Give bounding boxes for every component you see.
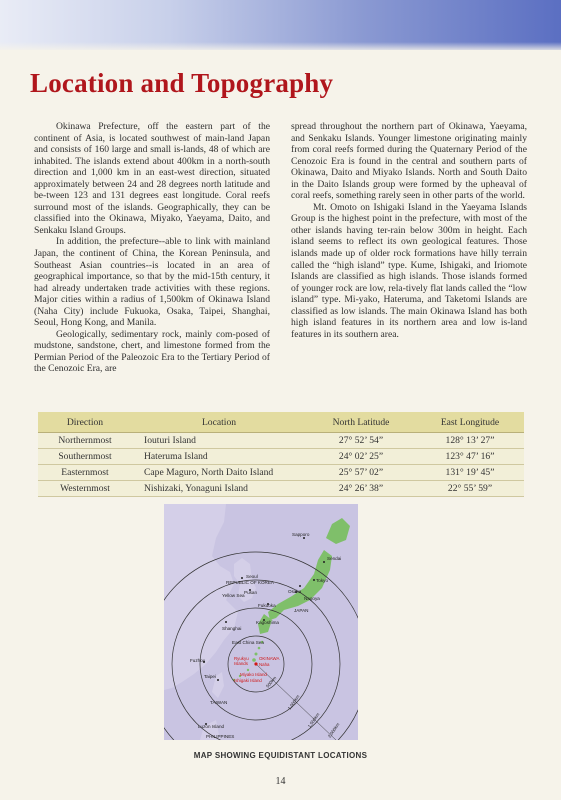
body-paragraph: spread throughout the northern part of Okinawa, Yaeyama, and Senkaku Islands. Younger limestone originating mainly from coral reefs formed during the Quaternary Period of the Cenozoic Era is found in the central and southern parts of Okinawa, Daito and Miyako Islands. North and South Daito in the Daito Islands group were formed by the upheaval of coral reefs, something rarely seen in other parts of the world. <box>291 121 527 202</box>
label-taipei: Taipei <box>204 674 217 679</box>
label-dist-1000: 1,000km <box>286 693 301 711</box>
column-header-north-latitude: North Latitude <box>306 412 416 433</box>
label-kagoshima: Kagoshima <box>256 620 279 625</box>
label-islands: Islands <box>234 661 248 666</box>
label-sendai: Sendai <box>327 556 342 561</box>
cell-direction: Easternmost <box>38 465 132 481</box>
table-row <box>38 481 524 497</box>
column-header-location: Location <box>132 412 306 433</box>
label-miyako-island: Miyako Island <box>240 672 267 677</box>
label-nagoya: Nagoya <box>304 596 320 601</box>
table-row <box>38 433 524 449</box>
page-title: Location and Topography <box>30 68 334 98</box>
label-osaka: Osaka <box>288 589 302 594</box>
header-band-fade <box>0 42 561 52</box>
cell-longitude: 131° 19’ 45” <box>416 465 524 481</box>
cell-longitude: 123° 47’ 16” <box>416 449 524 465</box>
label-dist-500: 500km <box>264 675 278 689</box>
label-shanghai: Shanghai <box>222 626 242 631</box>
label-seoul: Seoul <box>246 574 258 579</box>
cell-longitude: 22° 55’ 59” <box>416 481 524 497</box>
label-korea: REPUBLIC OF KOREA <box>226 580 274 585</box>
cell-latitude: 24° 26’ 38” <box>306 481 416 497</box>
body-paragraph: Okinawa Prefecture, off the eastern part of the continent of Asia, is located southwest of main-land Japan and consists of 160 large and small is-lands, 48 of which are inhabited. The islands extend about 400km in a north-south direction and 1,000 km in an east-west direction, situated approximately between 24 and 28 degrees north latitude and be-tween 123 and 131 degrees east longitude. Coral reefs surround most of the islands. Geographically, they can be classified into the Okinawa, Miyako, Yaeyama, Daito, and Senkaku Island Groups. <box>34 121 270 236</box>
label-ryukyu: Ryukyu <box>234 656 249 661</box>
label-naha: Naha <box>259 662 270 667</box>
label-sapporo: Sapporo <box>292 532 310 537</box>
cell-location: Hateruma Island <box>132 449 306 465</box>
label-yellow-sea: Yellow Sea <box>222 593 245 598</box>
cell-location: Cape Maguro, North Daito Island <box>132 465 306 481</box>
equidistant-map <box>164 504 358 740</box>
body-paragraph: Geologically, sedimentary rock, mainly com-posed of mudstone, sandstone, chert, and limestone formed from the Permian Period of the Paleozoic Era to the Tertiary Period of the Cenozoic Era, are <box>34 328 270 375</box>
label-taiwan: TAIWAN <box>210 700 228 705</box>
table-row <box>38 465 524 481</box>
body-left-column <box>34 121 270 375</box>
column-header-east-longitude: East Longitude <box>416 412 524 433</box>
label-ishigaki-island: Ishigaki Island <box>234 678 262 683</box>
body-paragraph: In addition, the prefecture--able to link with mainland Japan, the continent of China, the Korean Peninsula, and Southeast Asian countries--is located in an area of geographical importance, so that by the mid-15th century, it had already undertaken trade activities with these regions. Major cities within a radius of 1,500km of Okinawa Island (Naha City) include Fukuoka, Osaka, Taipei, Shanghai, Seoul, Hong Kong, and Manila. <box>34 236 270 329</box>
label-japan: JAPAN <box>294 608 309 613</box>
cell-longitude: 128° 13’ 27” <box>416 433 524 449</box>
map-caption: MAP SHOWING EQUIDISTANT LOCATIONS <box>193 751 368 760</box>
cell-location: Iouturi Island <box>132 433 306 449</box>
label-east-china-sea: East China Sea <box>232 640 264 645</box>
label-fukuoka: Fukuoka <box>258 603 276 608</box>
table-row <box>38 449 524 465</box>
column-header-direction: Direction <box>38 412 132 433</box>
label-philippines: PHILIPPINES <box>206 734 235 739</box>
cell-latitude: 24° 02’ 25” <box>306 449 416 465</box>
label-dist-1500: 1,500km <box>306 711 321 729</box>
cell-direction: Westernmost <box>38 481 132 497</box>
cell-direction: Northernmost <box>38 433 132 449</box>
cell-location: Nishizaki, Yonaguni Island <box>132 481 306 497</box>
cell-latitude: 25° 57’ 02” <box>306 465 416 481</box>
naha-dot <box>254 662 257 665</box>
body-paragraph: Mt. Omoto on Ishigaki Island in the Yaeyama Islands Group is the highest point in the prefecture, with most of the other islands having ter-rain below 300m in height. Each island seems to reflect its own geological features. Those islands made up of older rock formations have hilly terrain called the “high island” type. Kume, Ishigaki, and Iriomote Islands are classified as high islands. Those islands formed of younger rock are low, rela-tively flat lands called the “low island” type. Mi-yako, Hateruma, and Taketomi Islands are classified as low islands. The main Okinawa Island has both high island features in its northern area and low is-land features in its southern area. <box>291 201 527 340</box>
label-okinawa-island: OKINAWA <box>259 656 280 661</box>
label-tokyo: Tokyo <box>316 578 328 583</box>
cell-direction: Southernmost <box>38 449 132 465</box>
equidistant-map-svg <box>164 504 358 740</box>
extreme-points-table <box>38 412 524 497</box>
page-number: 14 <box>275 776 286 787</box>
cell-latitude: 27° 52’ 54” <box>306 433 416 449</box>
body-right-column <box>291 121 527 340</box>
label-fuzhou: Fuzhou <box>190 658 206 663</box>
label-dist-2000: 2,000km <box>326 721 341 739</box>
label-pusan: Pusan <box>244 590 258 595</box>
table-header-row <box>38 412 524 433</box>
label-luzon-island: Luzon Island <box>198 724 225 729</box>
